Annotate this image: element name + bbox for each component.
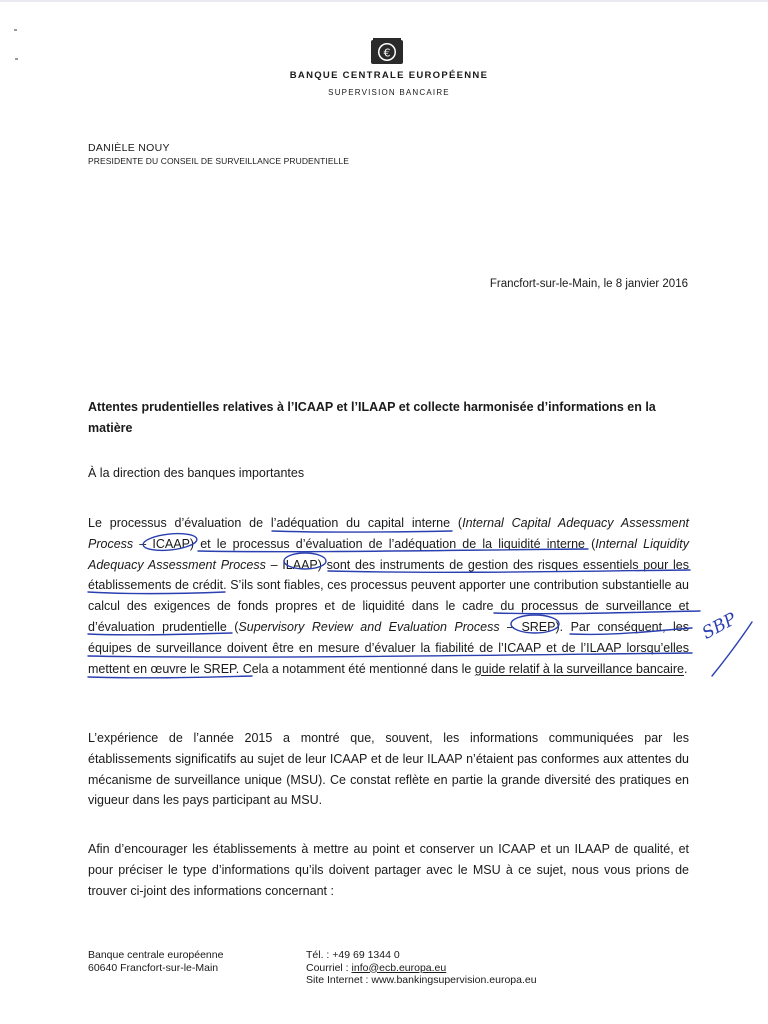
paragraph-2 [88,728,689,811]
p1-italic: Internal Capital Adequacy Assessment Process [88,516,689,551]
bank-subtitle: SUPERVISION BANCAIRE [328,88,450,97]
p1-italic: Internal Liquidity Adequacy Assessment Process [88,536,690,572]
paragraph-3 [88,839,689,901]
footer-website: Site Internet : www.bankingsupervision.europa.eu [306,974,537,986]
p1-text: – SREP). Par conséquent, les équipes de surveillance doivent être en mesure d’évaluer la fiabilité de l’ICAAP et de l’ILAAP lorsqu’elles mettent en œuvre le SREP. Cela a notamment été mentionné dans le [88,619,690,676]
footer-email-link[interactable]: info@ecb.europa.eu [351,961,447,974]
handwritten-initials: SBP [699,609,740,644]
p1-text: . S’ils sont fiables, ces processus peuvent apporter une contribution substantielle au calcul des exigences de fonds propres et de liquidité dans le cadre du processus de surveillance et d’évaluation prudentielle ( [88,578,689,634]
p1-text: Le processus d’évaluation de l’ [88,516,277,530]
bank-name: BANQUE CENTRALE EUROPÉENNE [289,70,489,81]
footer-email-label: Courriel : [306,961,352,974]
p1-text: – ICAAP) et le processus d’évaluation de l’adéquation de la liquidité interne ( [133,536,596,551]
p1-text: adéquation du capital interne [276,516,451,530]
p3-text: Afin d’encourager les établissements à mettre au point et conserver un ICAAP et un ILAAP de qualité, et pour préciser le type d’informations qu’ils doivent partager avec le MSU à ce sujet, nous vous prions de trouver ci-joint des informations concernant : [88,842,689,898]
scan-speck [14,29,17,31]
footer-city: 60640 Francfort-sur-le-Main [88,961,219,974]
salutation: À la direction des banques importantes [88,466,305,480]
footer-email-line [306,962,537,975]
p1-text: sont des instruments de gestion des risques essentiels pour les établissements de crédit [88,557,689,593]
scan-speck [15,58,18,60]
footer-org: Banque centrale européenne [88,949,224,961]
svg-text:€: € [383,46,391,60]
sender-title: PRESIDENTE DU CONSEIL DE SURVEILLANCE PRUDENTIELLE [88,156,350,166]
p1-text: . [683,661,688,676]
p2-text: L’expérience de l’année 2015 a montré que, souvent, les informations communiquées par les établissements significatifs au sujet de leur ICAAP et de leur ILAAP n’étaient pas conformes aux attentes du mécanisme de surveillance unique (MSU). Ce constat reflète en partie la grande diversité des pratiques en vigueur dans les pays participant au MSU. [88,731,689,808]
paragraph-1 [88,513,689,679]
date-line: Francfort-sur-le-Main, le 8 janvier 2016 [489,278,688,290]
ecb-logo-icon [369,36,405,66]
guide-link-text: guide relatif à la surveillance bancaire [474,661,684,676]
p1-italic: Supervisory Review and Evaluation Process [238,619,500,634]
subject-heading: Attentes prudentielles relatives à l’ICAAP et l’ILAAP et collecte harmonisée d’informations en la matière [88,400,656,435]
sender-name: DANIÈLE NOUY [88,142,170,154]
footer-phone: Tél. : +49 69 1344 0 [306,949,400,961]
p1-text: ( [450,516,463,530]
footer-contact [306,949,537,987]
p1-text: – ILAAP) [265,557,327,572]
scan-edge [0,0,768,2]
footer-address [88,949,223,974]
